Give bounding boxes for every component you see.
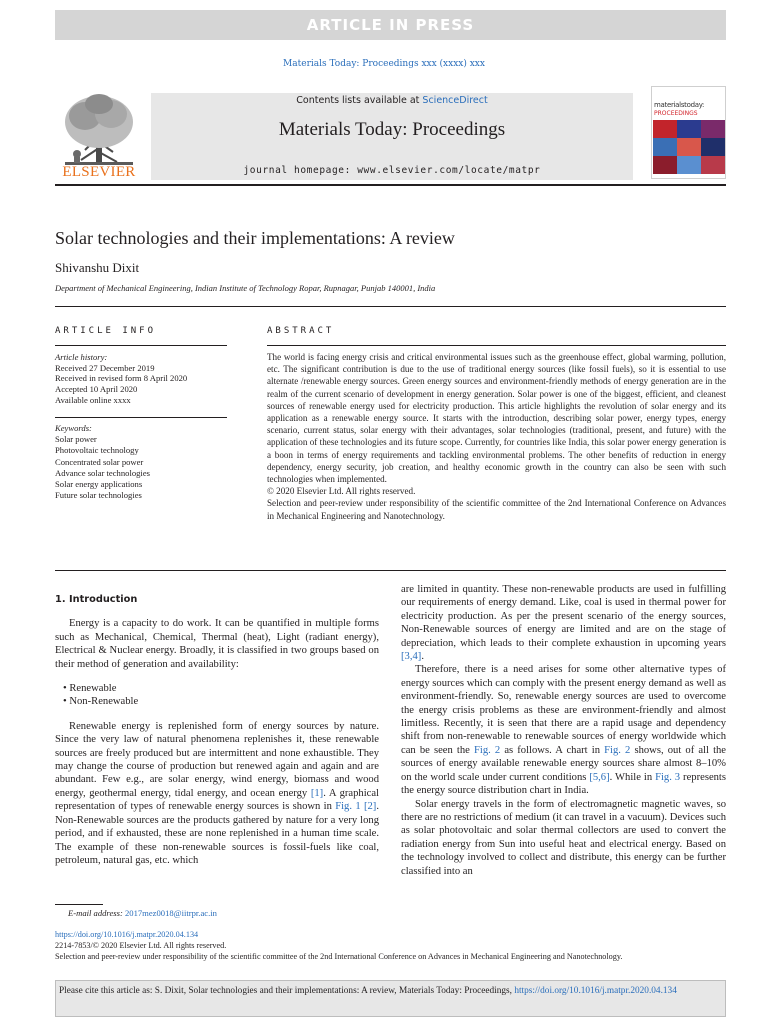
figure-link[interactable]: Fig. 2 (473, 744, 501, 756)
email-label: E-mail address: (68, 908, 123, 918)
intro-paragraph-1: Energy is a capacity to do work. It can be quantified in multiple forms such as Mechanical, Chemical, Thermal (heat), Light (radiant energy), Electrical & Nuclear energy. Broadly, it is classified in two groups based on their method of generation and availability: (55, 618, 379, 670)
keyword: Future solar technologies (55, 490, 142, 501)
cover-sub: PROCEEDINGS (654, 110, 698, 117)
article-info-rule (55, 345, 227, 346)
keywords-list (55, 423, 227, 501)
history-item: Accepted 10 April 2020 (55, 384, 138, 395)
journal-title: Materials Today: Proceedings (278, 119, 506, 140)
text-run: Therefore, there is a need arises for some other alternative types of energy sources which can comply with the present energy demand as well as environment-friendly. So, renewable energy sources are used to overcome the energy crisis problems as these are environment-friendly and almost limitless. Recently, it is seen that there are a rapid usage and dependency shift from non-renewable to renewable sources of energy worldwide which can be seen the (401, 664, 726, 756)
journal-reference-text[interactable]: Materials Today: Proceedings xxx (xxxx) xxx (283, 59, 485, 69)
intro-paragraph-2 (55, 720, 379, 867)
abstract-body (267, 351, 726, 522)
text-run: Renewable energy is replenished form of energy sources by nature. Since the very law of natural phenomena replenishes it, these renewable sources are freely produced but are intermittent and none exhaustible. They may change the course of production but renewed again and again and are abundant. Few e.g., are solar energy, wind energy, biomass and wood energy, geothermal energy, tidal energy, and ocean energy (55, 720, 379, 799)
journal-cover-image[interactable] (651, 86, 726, 179)
abstract-rule (267, 345, 726, 346)
keywords-rule (55, 417, 227, 418)
section-rule (55, 570, 726, 571)
keywords-label: Keywords: (55, 423, 92, 433)
text-run: as follows. A chart in (500, 744, 605, 756)
author-email-footnote (68, 908, 217, 918)
author-affiliation: Department of Mechanical Engineering, Indian Institute of Technology Ropar, Rupnagar, Punjab 140001, India (55, 283, 436, 293)
cover-mosaic-icon (653, 120, 726, 176)
text-run: shows, out of all the sources of energy available renewable energy sources share almost 8–10% on the world scale under current conditions (401, 744, 727, 783)
list-item: • Non-Renewable (63, 695, 379, 708)
citation-box (55, 980, 726, 1017)
text-run: . A graphical representation of types of renewable energy sources is shown in (55, 787, 379, 813)
history-item: Received 27 December 2019 (55, 362, 155, 373)
issn-line: 2214-7853/© 2020 Elsevier Ltd. All rights reserved. (55, 940, 227, 950)
abstract-review-note: Selection and peer-review under responsibility of the scientific committee of the 2nd International Conference on Advances in Mechanical Engineering and Nanotechnology. (267, 498, 726, 521)
abstract-copyright: © 2020 Elsevier Ltd. All rights reserved. (267, 486, 416, 497)
list-item: • Renewable (63, 682, 379, 695)
body-column-right (401, 583, 726, 878)
email-link[interactable]: 2017mez0018@iitrpr.ac.in (124, 908, 217, 918)
text-run: . While in (609, 771, 656, 783)
energy-types-list (63, 682, 379, 709)
history-item: Received in revised form 8 April 2020 (55, 373, 188, 384)
article-history (55, 352, 227, 406)
intro-paragraph-4 (401, 663, 726, 797)
masthead-rule (55, 184, 726, 186)
page-footer (55, 930, 735, 962)
figure-link[interactable]: Fig. 1 (335, 801, 361, 813)
contents-line (151, 95, 633, 106)
article-info-heading: ARTICLE INFO (55, 326, 157, 336)
keyword: Photovoltaic technology (55, 445, 139, 456)
text-run: represents the energy source distribution chart in India. (401, 771, 727, 797)
keyword: Advance solar technologies (55, 467, 150, 478)
intro-paragraph-5: Solar energy travels in the form of electromagnetic magnetic waves, so there are no restrictions of medium (it can travel in a vacuum). Devices such as solar photovoltaic and solar thermal collectors are used to convert the radiation energy from Sun into useful heat and electrical energy. Based on the technology involved to collect and distribute, this energy can be further classified into an (401, 798, 726, 877)
article-in-press-banner (55, 10, 726, 40)
history-item: Available online xxxx (55, 394, 131, 405)
figure-link[interactable]: Fig. 2 (604, 744, 631, 756)
citation-link[interactable]: [1] (310, 787, 324, 799)
banner-text: ARTICLE IN PRESS (306, 16, 475, 34)
keyword: Solar power (55, 434, 97, 445)
journal-masthead (151, 93, 633, 180)
cover-brand: materialstoday: (654, 101, 705, 109)
elsevier-wordmark: ELSEVIER (62, 164, 136, 180)
elsevier-logo[interactable] (55, 90, 143, 180)
history-label: Article history: (55, 352, 108, 362)
footer-review-note: Selection and peer-review under responsibility of the scientific committee of the 2nd International Conference on Advances in Mechanical Engineering and Nanotechnology. (55, 951, 623, 961)
contents-prefix: Contents lists available at (296, 95, 423, 106)
article-title: Solar technologies and their implementations: A review (55, 228, 455, 248)
figure-link[interactable]: Fig. 3 (655, 771, 681, 783)
body-column-left (55, 593, 379, 867)
title-rule (55, 306, 726, 307)
text-run: are limited in quantity. These non-renewable products are used in fulfilling our requirements of energy demand. Like, coal is used in thermal power for electricity production. As per the present scenario of the energy sources, Non-Renewable sources of energy are limited and are on the stage of depreciation, which leads to their complete exhaustion in upcoming years (401, 584, 726, 649)
citation-text: Please cite this article as: S. Dixit, Solar technologies and their implementations: A review, Materials Today: Proceedings, (59, 986, 515, 996)
citation-link[interactable]: [3,4] (401, 651, 422, 663)
author-name: Shivanshu Dixit (55, 260, 140, 275)
keyword: Concentrated solar power (55, 456, 144, 467)
footnote-rule (55, 904, 103, 905)
citation-link[interactable]: [5,6] (589, 771, 610, 783)
citation-link[interactable]: [2] (363, 801, 377, 813)
sciencedirect-link[interactable]: ScienceDirect (422, 95, 488, 106)
abstract-heading: ABSTRACT (267, 326, 335, 336)
citation-doi-link[interactable]: https://doi.org/10.1016/j.matpr.2020.04.134 (514, 986, 677, 996)
introduction-heading: 1. Introduction (55, 594, 138, 605)
journal-homepage-link[interactable]: journal homepage: www.elsevier.com/locate/matpr (243, 165, 541, 176)
doi-link[interactable]: https://doi.org/10.1016/j.matpr.2020.04.134 (55, 930, 199, 939)
intro-paragraph-3: are limited in quantity. These non-renewable products are used in fulfilling our requirements of energy demand. Like, coal is used in thermal power for electricity production. As per the present scenario of the energy sources, Non-Renewable sources of energy are limited and are on the stage of depreciation, which leads to their complete exhaustion in upcoming years [3,4]. (401, 584, 726, 663)
journal-reference-link[interactable] (0, 59, 768, 69)
abstract-text: The world is facing energy crisis and critical environmental issues such as the greenhouse effect, global warming, pollution, etc. The significant contribution is due to the use of traditional energy sources (like fossil fuels), so it is essential to use alternate /renewable energy sources. Green energy sources and environment-friendly methods of energy generation are in the realm of the current scenario of development in energy generation. Solar power is one of the biggest, efficient, and cleanest sources of renewable energy used for electricity production. This article highlights the revolution of solar energy and its application as a renewable energy source. It starts with the introduction, describing solar power, energy types, energy scenario, current status, solar energy with their advantages, solar technologies (traditional, present, and future) with the application of these technologies and its future scope. Currently, for countries like India, this solar power energy generation is a boon in terms of energy requirements and tackling environmental problems. The other benefits of reduction in energy dependency, energy security, job creation, and healthy economic growth in the country can also be seen with such technologies when implemented. (267, 352, 726, 485)
text-run: . Non-Renewable sources are the products gathered by nature for a very long period, and if exhausted, these are none replenished in a human time scale. The example of these non-renewable sources is fossil-fuels like coal, petroleum, natural gas, etc. which (55, 801, 379, 866)
keyword: Solar energy applications (55, 479, 143, 490)
